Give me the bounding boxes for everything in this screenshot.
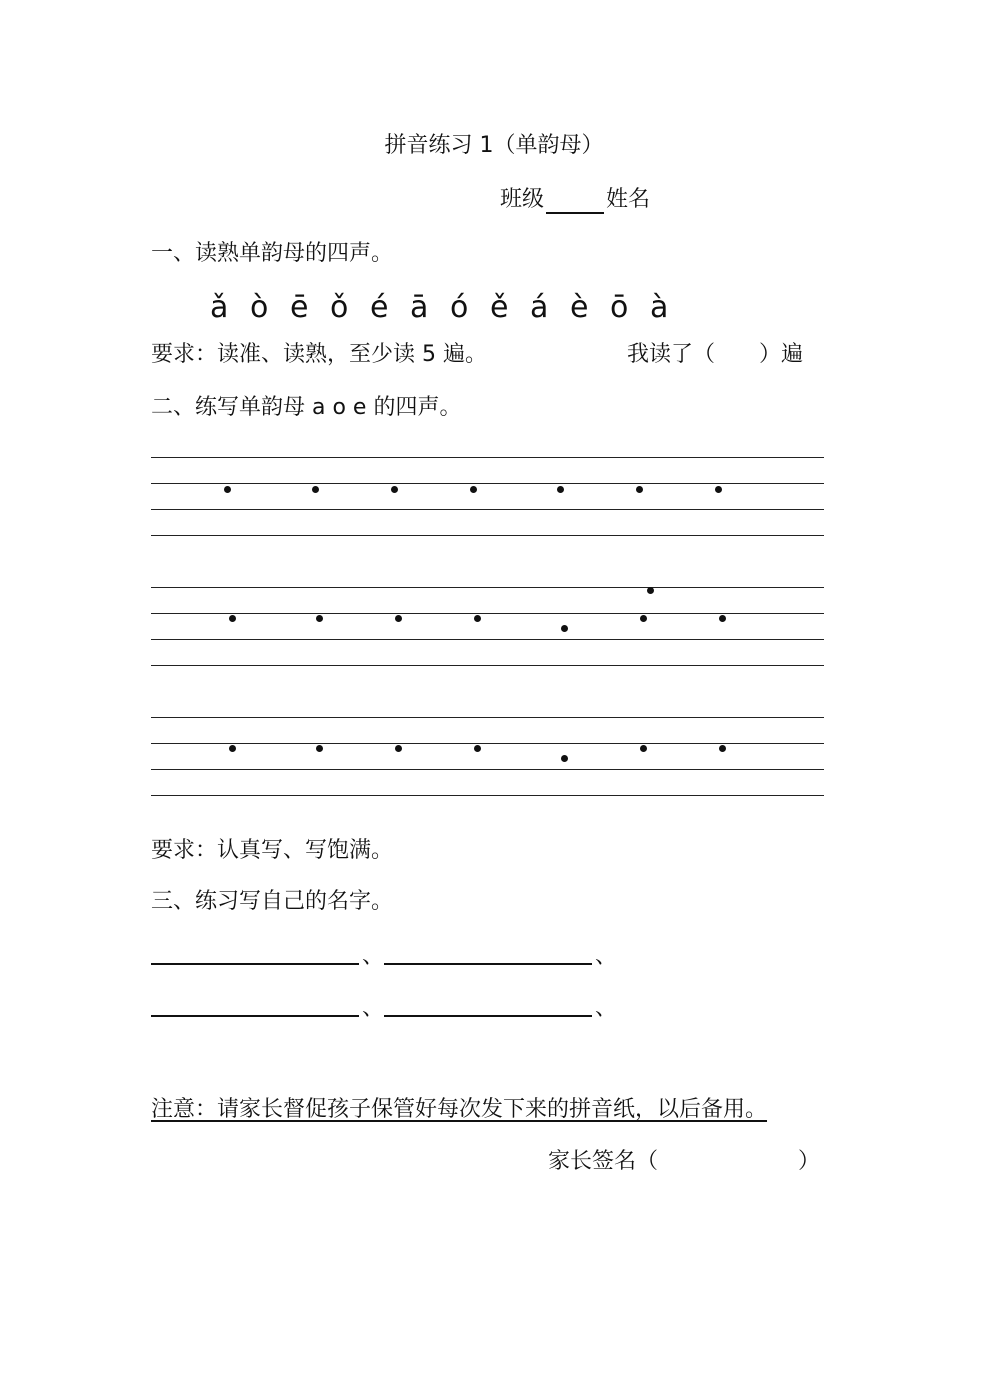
guide-dot xyxy=(474,745,481,752)
guide-dot xyxy=(719,615,726,622)
writing-rule xyxy=(151,795,824,796)
guide-dot xyxy=(312,486,319,493)
pinyin-tone: ē xyxy=(290,290,309,325)
pinyin-tone: ó xyxy=(450,290,469,325)
section-2-heading: 二、练写单韵母 a o e 的四声。 xyxy=(151,395,462,420)
guide-dot xyxy=(561,625,568,632)
section-1-heading: 一、读熟单韵母的四声。 xyxy=(151,241,394,266)
pinyin-tone: è xyxy=(570,290,589,325)
guide-dot xyxy=(561,755,568,762)
writing-rule xyxy=(151,769,824,770)
name-writing-line[interactable] xyxy=(151,1015,359,1017)
writing-rule xyxy=(151,743,824,744)
name-writing-line[interactable] xyxy=(384,963,592,965)
read-count xyxy=(627,341,803,369)
writing-rule xyxy=(151,509,824,510)
section-1-requirement: 要求：读准、读熟，至少读 5 遍。 xyxy=(151,342,487,367)
section-2-requirement: 要求：认真写、写饱满。 xyxy=(151,838,394,863)
writing-rule xyxy=(151,639,824,640)
guide-dot xyxy=(395,615,402,622)
parent-signature xyxy=(548,1148,820,1176)
guide-dot xyxy=(647,587,654,594)
class-blank[interactable] xyxy=(546,190,604,214)
writing-rule xyxy=(151,457,824,458)
writing-rule xyxy=(151,665,824,666)
guide-dot xyxy=(224,486,231,493)
pinyin-tone-row xyxy=(210,290,690,326)
parent-signature-close: ） xyxy=(798,1149,821,1174)
pinyin-tone: ǒ xyxy=(330,290,349,325)
writing-rule xyxy=(151,717,824,718)
separator-comma: 、 xyxy=(595,996,618,1021)
class-label: 班级 xyxy=(500,187,545,212)
pinyin-tone: ě xyxy=(490,290,509,325)
name-writing-line[interactable] xyxy=(151,963,359,965)
pinyin-tone: é xyxy=(370,290,389,325)
guide-dot xyxy=(640,745,647,752)
guide-dot xyxy=(636,486,643,493)
guide-dot xyxy=(474,615,481,622)
writing-rule xyxy=(151,613,824,614)
name-label: 姓名 xyxy=(606,187,651,212)
separator-comma: 、 xyxy=(595,944,618,969)
guide-dot xyxy=(229,615,236,622)
guide-dot xyxy=(316,615,323,622)
guide-dot xyxy=(229,745,236,752)
guide-dot xyxy=(395,745,402,752)
separator-comma: 、 xyxy=(362,996,385,1021)
writing-rule xyxy=(151,535,824,536)
guide-dot xyxy=(715,486,722,493)
page-title: 拼音练习 1（单韵母） xyxy=(384,133,604,158)
pinyin-tone: à xyxy=(650,290,669,325)
pinyin-tone: ǎ xyxy=(210,290,229,325)
read-count-suffix: ）遍 xyxy=(759,342,804,367)
pinyin-tone: á xyxy=(530,290,549,325)
class-name-row xyxy=(500,186,650,214)
name-writing-line[interactable] xyxy=(384,1015,592,1017)
separator-comma: 、 xyxy=(362,944,385,969)
writing-rule xyxy=(151,587,824,588)
pinyin-tone: ò xyxy=(250,290,269,325)
guide-dot xyxy=(470,486,477,493)
pinyin-tone: ō xyxy=(610,290,629,325)
guide-dot xyxy=(316,745,323,752)
guide-dot xyxy=(557,486,564,493)
section-3-heading: 三、练习写自己的名字。 xyxy=(151,889,394,914)
parent-notice: 注意：请家长督促孩子保管好每次发下来的拼音纸，以后备用。 xyxy=(151,1097,768,1122)
writing-rule xyxy=(151,483,824,484)
guide-dot xyxy=(391,486,398,493)
read-count-prefix: 我读了（ xyxy=(627,342,716,367)
guide-dot xyxy=(719,745,726,752)
pinyin-tone: ā xyxy=(410,290,429,325)
guide-dot xyxy=(640,615,647,622)
parent-signature-label: 家长签名（ xyxy=(548,1149,659,1174)
